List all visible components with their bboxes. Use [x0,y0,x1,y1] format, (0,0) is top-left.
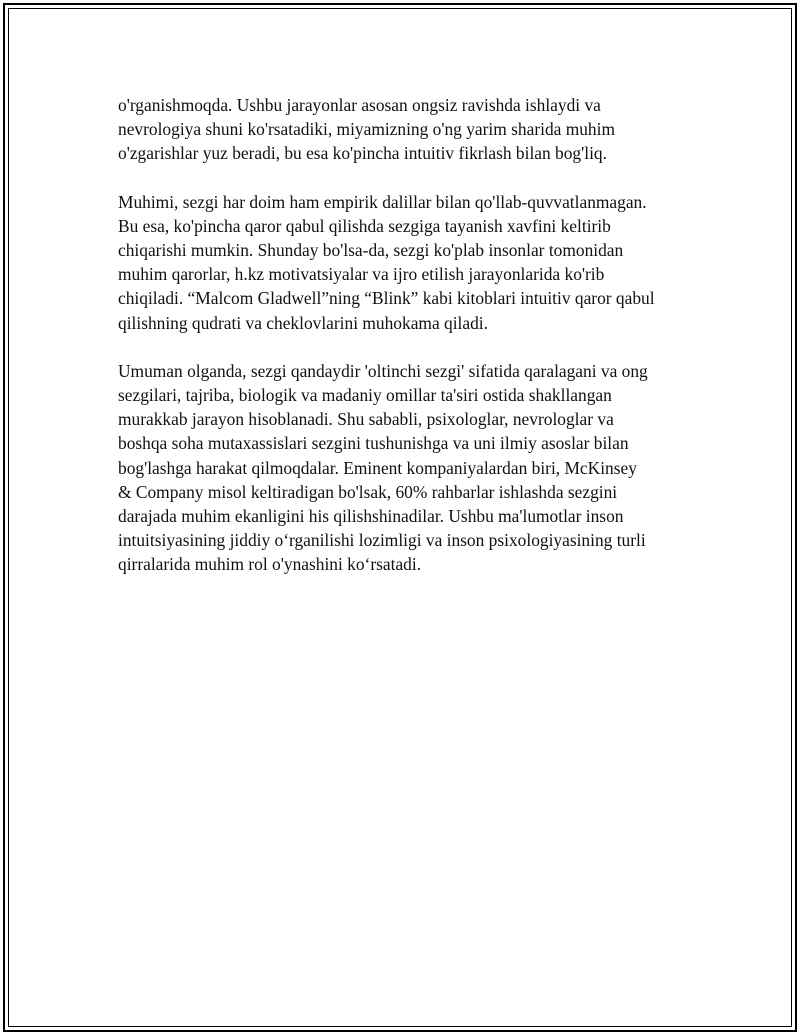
paragraph-1: o'rganishmoqda. Ushbu jarayonlar asosan ongsiz ravishda ishlaydi va nevrologiya shuni ko'rsatadiki, miyamizning o'ng yarim sharida muhim o'zgarishlar yuz beradi, bu esa ko'pincha intuitiv fikrlash bilan bog'liq. [118,95,615,164]
document-body [118,93,690,601]
paragraph-3: Umuman olganda, sezgi qandaydir 'oltinchi sezgi' sifatida qaralagani va ong sezgilari, tajriba, biologik va madaniy omillar ta'siri ostida shakllangan murakkab jarayon hisoblanadi. Shu sababli, psixologlar, nevrologlar va boshqa soha mutaxassislari sezgini tushunishga va uni ilmiy asoslar bilan bog'lashga harakat qilmoqdalar. Eminent kompaniyalardan biri, McKinsey & Company misol keltiradigan bo'lsak, 60% rahbarlar ishlashda sezgini darajada muhim ekanligini his qilishshinadilar. Ushbu ma'lumotlar inson intuitsiyasining jiddiy o‘rganilishi lozimligi va inson psixologiyasining turli qirralarida muhim rol o'ynashini ko‘rsatadi. [118,360,648,575]
paragraph-2: Muhimi, sezgi har doim ham empirik dalillar bilan qo'llab-quvvatlanmagan. Bu esa, ko'pincha qaror qabul qilishda sezgiga tayanish xavfini keltirib chiqarishi mumkin. Shunday bo'lsa-da, sezgi ko'plab insonlar tomonidan muhim qarorlar, h.kz motivatsiyalar va ijro etilish jarayonlarida ko'rib chiqiladi. “Malcom Gladwell”ning “Blink” kabi kitoblari intuitiv qaror qabul qilishning qudrati va cheklovlarini muhokama qiladi. [118,191,655,333]
